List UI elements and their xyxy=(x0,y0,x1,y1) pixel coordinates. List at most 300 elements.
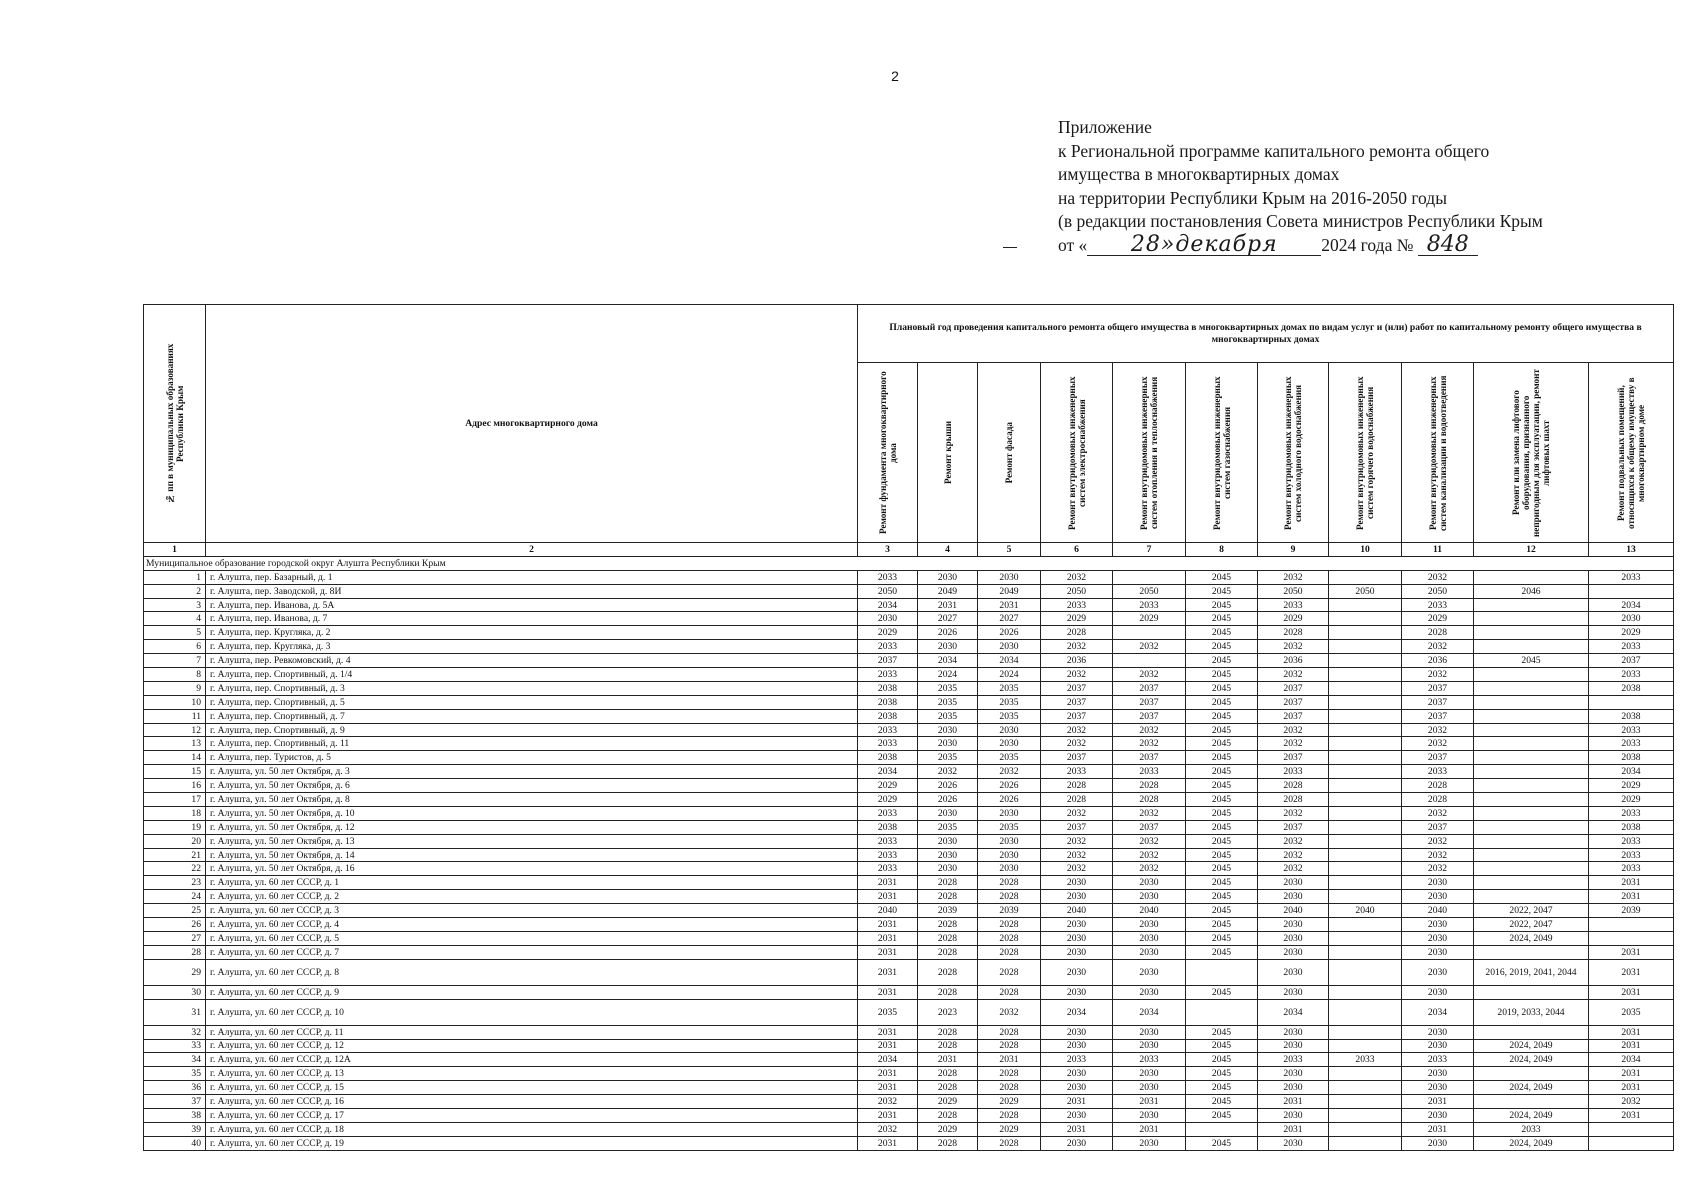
year-cell: 2034 xyxy=(1041,999,1113,1025)
year-cell: 2028 xyxy=(978,1025,1041,1039)
year-cell: 2030 xyxy=(978,737,1041,751)
year-cell: 2032 xyxy=(858,1122,918,1136)
year-cell: 2030 xyxy=(1041,1039,1113,1053)
year-cell: 2033 xyxy=(1589,848,1674,862)
year-cell: 2038 xyxy=(858,709,918,723)
year-cell: 2031 xyxy=(1113,1095,1186,1109)
year-cell: 2028 xyxy=(918,1025,978,1039)
year-cell: 2027 xyxy=(978,612,1041,626)
year-cell: 2028 xyxy=(918,1067,978,1081)
year-cell: 2050 xyxy=(1402,584,1474,598)
year-cell: 2045 xyxy=(1186,695,1258,709)
year-cell: 2029 xyxy=(858,779,918,793)
row-number: 25 xyxy=(144,904,206,918)
year-cell: 2045 xyxy=(1186,1081,1258,1095)
year-cell: 2037 xyxy=(1113,709,1186,723)
year-cell: 2045 xyxy=(1186,668,1258,682)
year-cell: 2032 xyxy=(1113,737,1186,751)
year-cell: 2033 xyxy=(1402,765,1474,779)
year-cell: 2030 xyxy=(1113,918,1186,932)
year-cell: 2045 xyxy=(1186,931,1258,945)
year-cell xyxy=(1329,695,1402,709)
year-cell: 2028 xyxy=(978,931,1041,945)
year-cell: 2026 xyxy=(978,626,1041,640)
work-header: Ремонт фундамента многоквартирного дома xyxy=(858,363,918,543)
year-cell: 2032 xyxy=(1258,848,1329,862)
year-cell: 2028 xyxy=(978,918,1041,932)
year-cell: 2035 xyxy=(918,709,978,723)
row-number: 18 xyxy=(144,806,206,820)
table-row xyxy=(144,751,1674,765)
year-cell: 2031 xyxy=(858,985,918,999)
year-cell xyxy=(1474,765,1589,779)
table-row xyxy=(144,584,1674,598)
year-cell xyxy=(1329,876,1402,890)
year-cell: 2037 xyxy=(1258,681,1329,695)
table-row xyxy=(144,890,1674,904)
year-cell: 2030 xyxy=(1258,945,1329,959)
row-number: 27 xyxy=(144,931,206,945)
year-cell: 2032 xyxy=(978,999,1041,1025)
year-cell xyxy=(1589,931,1674,945)
table-row xyxy=(144,1025,1674,1039)
year-cell: 2030 xyxy=(1041,876,1113,890)
row-number: 24 xyxy=(144,890,206,904)
table-row xyxy=(144,1039,1674,1053)
table-row xyxy=(144,931,1674,945)
year-cell: 2016, 2019, 2041, 2044 xyxy=(1474,959,1589,985)
year-cell: 2032 xyxy=(1258,862,1329,876)
row-number: 5 xyxy=(144,626,206,640)
year-cell: 2033 xyxy=(1402,1053,1474,1067)
year-cell: 2030 xyxy=(1113,931,1186,945)
year-cell xyxy=(1329,1039,1402,1053)
year-cell: 2030 xyxy=(1113,1136,1186,1150)
year-cell: 2033 xyxy=(1589,862,1674,876)
address-cell: г. Алушта, пер. Спортивный, д. 3 xyxy=(206,681,858,695)
year-cell: 2031 xyxy=(1589,985,1674,999)
year-cell: 2045 xyxy=(1186,681,1258,695)
year-cell: 2028 xyxy=(918,1108,978,1122)
year-cell: 2031 xyxy=(858,1067,918,1081)
year-cell: 2034 xyxy=(1589,1053,1674,1067)
year-cell: 2030 xyxy=(918,848,978,862)
year-cell: 2034 xyxy=(918,654,978,668)
year-cell: 2037 xyxy=(1258,820,1329,834)
table-row xyxy=(144,723,1674,737)
year-cell: 2029 xyxy=(918,1095,978,1109)
row-number: 13 xyxy=(144,737,206,751)
year-cell: 2030 xyxy=(1402,945,1474,959)
year-cell: 2045 xyxy=(1186,820,1258,834)
year-cell: 2028 xyxy=(918,959,978,985)
year-cell xyxy=(1589,1136,1674,1150)
table-row xyxy=(144,1108,1674,1122)
year-cell: 2035 xyxy=(918,681,978,695)
year-cell: 2028 xyxy=(1113,779,1186,793)
year-cell: 2031 xyxy=(858,959,918,985)
year-cell: 2030 xyxy=(1113,945,1186,959)
column-number: 1 xyxy=(144,543,206,557)
table-row xyxy=(144,1053,1674,1067)
table-row xyxy=(144,765,1674,779)
year-cell: 2031 xyxy=(858,1025,918,1039)
year-cell xyxy=(1113,570,1186,584)
column-number: 7 xyxy=(1113,543,1186,557)
year-cell: 2037 xyxy=(1402,820,1474,834)
year-cell: 2032 xyxy=(1113,834,1186,848)
column-number: 2 xyxy=(206,543,858,557)
year-cell xyxy=(1329,723,1402,737)
year-cell: 2031 xyxy=(1402,1122,1474,1136)
year-cell: 2032 xyxy=(858,1095,918,1109)
year-cell: 2045 xyxy=(1186,1053,1258,1067)
year-cell: 2029 xyxy=(978,1122,1041,1136)
address-cell: г. Алушта, ул. 60 лет СССР, д. 12А xyxy=(206,1053,858,1067)
address-cell: г. Алушта, пер. Туристов, д. 5 xyxy=(206,751,858,765)
year-cell: 2030 xyxy=(1113,876,1186,890)
column-number: 5 xyxy=(978,543,1041,557)
address-cell: г. Алушта, ул. 50 лет Октября, д. 12 xyxy=(206,820,858,834)
year-cell: 2030 xyxy=(1041,959,1113,985)
year-cell xyxy=(1329,806,1402,820)
year-cell: 2028 xyxy=(918,876,978,890)
table-row xyxy=(144,918,1674,932)
year-cell xyxy=(1329,890,1402,904)
year-cell: 2031 xyxy=(918,598,978,612)
table-row xyxy=(144,985,1674,999)
column-number: 3 xyxy=(858,543,918,557)
table-row xyxy=(144,1122,1674,1136)
year-cell: 2038 xyxy=(858,820,918,834)
work-header: Ремонт фасада xyxy=(978,363,1041,543)
year-cell: 2030 xyxy=(1402,890,1474,904)
year-cell: 2038 xyxy=(1589,681,1674,695)
year-cell xyxy=(1474,640,1589,654)
row-number: 2 xyxy=(144,584,206,598)
appendix-line-1: Приложение xyxy=(1058,117,1152,137)
address-cell: г. Алушта, ул. 60 лет СССР, д. 9 xyxy=(206,985,858,999)
year-cell: 2032 xyxy=(1258,737,1329,751)
year-cell xyxy=(1589,584,1674,598)
year-cell: 2028 xyxy=(978,1067,1041,1081)
year-cell: 2033 xyxy=(1113,1053,1186,1067)
year-cell xyxy=(1113,626,1186,640)
year-cell: 2030 xyxy=(978,723,1041,737)
year-cell: 2030 xyxy=(978,806,1041,820)
year-cell: 2028 xyxy=(978,1136,1041,1150)
year-cell: 2033 xyxy=(858,640,918,654)
year-cell xyxy=(1474,709,1589,723)
year-cell: 2032 xyxy=(1258,668,1329,682)
table-row xyxy=(144,779,1674,793)
year-cell xyxy=(1186,999,1258,1025)
row-number: 31 xyxy=(144,999,206,1025)
year-cell: 2028 xyxy=(1113,793,1186,807)
year-cell: 2030 xyxy=(978,848,1041,862)
year-cell: 2034 xyxy=(858,598,918,612)
row-number: 6 xyxy=(144,640,206,654)
row-number: 17 xyxy=(144,793,206,807)
year-cell: 2033 xyxy=(1041,598,1113,612)
year-cell xyxy=(1474,806,1589,820)
year-cell xyxy=(1329,1025,1402,1039)
year-cell: 2040 xyxy=(858,904,918,918)
year-cell: 2030 xyxy=(1113,1067,1186,1081)
year-cell: 2028 xyxy=(1258,793,1329,807)
year-cell: 2030 xyxy=(858,612,918,626)
year-cell: 2024, 2049 xyxy=(1474,1081,1589,1095)
year-cell: 2024, 2049 xyxy=(1474,1039,1589,1053)
address-cell: г. Алушта, ул. 60 лет СССР, д. 10 xyxy=(206,999,858,1025)
row-number: 26 xyxy=(144,918,206,932)
year-cell: 2032 xyxy=(978,765,1041,779)
year-cell: 2037 xyxy=(1113,751,1186,765)
year-cell: 2032 xyxy=(1258,640,1329,654)
row-number: 16 xyxy=(144,779,206,793)
year-cell: 2037 xyxy=(1041,820,1113,834)
table-row xyxy=(144,1095,1674,1109)
row-number: 23 xyxy=(144,876,206,890)
column-number: 9 xyxy=(1258,543,1329,557)
year-cell: 2032 xyxy=(1113,862,1186,876)
year-cell: 2037 xyxy=(1041,709,1113,723)
year-cell: 2038 xyxy=(858,681,918,695)
year-cell xyxy=(1474,945,1589,959)
year-cell: 2034 xyxy=(1402,999,1474,1025)
year-cell: 2033 xyxy=(1589,723,1674,737)
year-cell xyxy=(1329,640,1402,654)
year-cell: 2030 xyxy=(1258,1108,1329,1122)
year-cell xyxy=(1329,918,1402,932)
year-cell: 2019, 2033, 2044 xyxy=(1474,999,1589,1025)
year-cell: 2039 xyxy=(978,904,1041,918)
table-row xyxy=(144,848,1674,862)
address-cell: г. Алушта, ул. 60 лет СССР, д. 17 xyxy=(206,1108,858,1122)
address-cell: г. Алушта, ул. 60 лет СССР, д. 13 xyxy=(206,1067,858,1081)
year-cell xyxy=(1329,793,1402,807)
year-cell: 2032 xyxy=(1041,806,1113,820)
year-cell: 2038 xyxy=(1589,820,1674,834)
year-cell: 2028 xyxy=(978,890,1041,904)
year-cell: 2045 xyxy=(1186,765,1258,779)
year-cell: 2031 xyxy=(858,931,918,945)
year-cell: 2030 xyxy=(1589,612,1674,626)
year-cell: 2050 xyxy=(858,584,918,598)
year-cell xyxy=(1329,1108,1402,1122)
year-cell: 2022, 2047 xyxy=(1474,918,1589,932)
year-cell: 2035 xyxy=(918,751,978,765)
table-row xyxy=(144,668,1674,682)
address-cell: г. Алушта, ул. 50 лет Октября, д. 16 xyxy=(206,862,858,876)
year-cell: 2030 xyxy=(1402,1039,1474,1053)
year-cell xyxy=(1474,834,1589,848)
year-cell: 2033 xyxy=(1474,1122,1589,1136)
year-cell: 2026 xyxy=(978,793,1041,807)
table-row xyxy=(144,820,1674,834)
year-cell: 2045 xyxy=(1186,751,1258,765)
year-cell: 2028 xyxy=(918,945,978,959)
year-cell: 2030 xyxy=(1402,1108,1474,1122)
year-cell: 2034 xyxy=(1113,999,1186,1025)
table-row xyxy=(144,626,1674,640)
year-cell: 2035 xyxy=(978,820,1041,834)
year-cell: 2030 xyxy=(1258,890,1329,904)
year-cell: 2028 xyxy=(978,985,1041,999)
year-cell: 2029 xyxy=(1113,612,1186,626)
year-cell: 2032 xyxy=(1402,806,1474,820)
year-cell: 2045 xyxy=(1186,654,1258,668)
year-cell: 2032 xyxy=(1113,806,1186,820)
year-cell xyxy=(1329,681,1402,695)
year-cell: 2030 xyxy=(1113,890,1186,904)
year-cell: 2034 xyxy=(858,765,918,779)
appendix-line-2: к Региональной программе капитального ремонта общего xyxy=(1058,140,1490,161)
year-cell: 2030 xyxy=(1041,918,1113,932)
year-cell: 2030 xyxy=(1041,1136,1113,1150)
year-cell xyxy=(1474,751,1589,765)
year-cell: 2045 xyxy=(1186,945,1258,959)
year-cell: 2033 xyxy=(858,737,918,751)
year-cell: 2030 xyxy=(1113,1039,1186,1053)
year-cell: 2045 xyxy=(1186,985,1258,999)
year-cell: 2029 xyxy=(978,1095,1041,1109)
year-cell: 2033 xyxy=(1589,640,1674,654)
year-cell: 2036 xyxy=(1258,654,1329,668)
year-cell: 2045 xyxy=(1186,584,1258,598)
year-cell: 2045 xyxy=(1186,709,1258,723)
address-cell: г. Алушта, ул. 50 лет Октября, д. 8 xyxy=(206,793,858,807)
column-number-row xyxy=(144,543,1674,557)
year-cell: 2031 xyxy=(1589,1025,1674,1039)
year-cell: 2031 xyxy=(1041,1122,1113,1136)
year-cell: 2040 xyxy=(1402,904,1474,918)
year-cell: 2040 xyxy=(1041,904,1113,918)
row-number: 36 xyxy=(144,1081,206,1095)
year-cell: 2028 xyxy=(978,945,1041,959)
work-header: Ремонт внутридомовых инженерных систем электроснабжения xyxy=(1041,363,1113,543)
year-cell: 2030 xyxy=(1258,918,1329,932)
year-cell: 2038 xyxy=(1589,751,1674,765)
year-cell xyxy=(1186,1122,1258,1136)
year-cell: 2031 xyxy=(858,1136,918,1150)
address-cell: г. Алушта, пер. Ревкомовский, д. 4 xyxy=(206,654,858,668)
year-cell: 2026 xyxy=(978,779,1041,793)
year-cell: 2033 xyxy=(858,834,918,848)
row-number: 29 xyxy=(144,959,206,985)
year-cell: 2024, 2049 xyxy=(1474,1108,1589,1122)
year-cell: 2040 xyxy=(1258,904,1329,918)
year-cell: 2031 xyxy=(1041,1095,1113,1109)
address-cell: г. Алушта, пер. Спортивный, д. 7 xyxy=(206,709,858,723)
year-cell: 2045 xyxy=(1186,1067,1258,1081)
year-cell: 2022, 2047 xyxy=(1474,904,1589,918)
year-cell xyxy=(1329,654,1402,668)
address-cell: г. Алушта, пер. Иванова, д. 5А xyxy=(206,598,858,612)
year-cell: 2045 xyxy=(1186,612,1258,626)
year-cell xyxy=(1474,598,1589,612)
row-number: 11 xyxy=(144,709,206,723)
year-cell xyxy=(1113,654,1186,668)
year-cell: 2033 xyxy=(858,848,918,862)
year-cell: 2030 xyxy=(1041,1067,1113,1081)
year-cell: 2028 xyxy=(918,1081,978,1095)
year-cell xyxy=(1329,985,1402,999)
column-number: 4 xyxy=(918,543,978,557)
year-cell: 2050 xyxy=(1258,584,1329,598)
year-cell: 2024, 2049 xyxy=(1474,931,1589,945)
year-cell: 2029 xyxy=(1589,793,1674,807)
table-row xyxy=(144,1081,1674,1095)
table-row xyxy=(144,709,1674,723)
year-cell: 2033 xyxy=(1041,765,1113,779)
year-cell xyxy=(1474,848,1589,862)
year-cell: 2032 xyxy=(1041,862,1113,876)
table-row xyxy=(144,654,1674,668)
year-cell: 2045 xyxy=(1186,793,1258,807)
row-number: 21 xyxy=(144,848,206,862)
year-cell: 2032 xyxy=(1113,668,1186,682)
year-cell: 2033 xyxy=(1258,598,1329,612)
year-cell: 2029 xyxy=(1402,612,1474,626)
year-cell xyxy=(1474,876,1589,890)
year-cell: 2032 xyxy=(1402,570,1474,584)
year-cell: 2033 xyxy=(858,668,918,682)
year-cell: 2030 xyxy=(1402,931,1474,945)
year-cell: 2035 xyxy=(978,751,1041,765)
year-cell: 2030 xyxy=(918,834,978,848)
year-cell: 2030 xyxy=(1113,985,1186,999)
year-cell: 2030 xyxy=(1402,876,1474,890)
year-cell: 2029 xyxy=(1589,779,1674,793)
section-title: Муниципальное образование городской округ Алушта Республики Крым xyxy=(144,556,1674,570)
work-header: Ремонт крыши xyxy=(918,363,978,543)
address-cell: г. Алушта, ул. 50 лет Октября, д. 10 xyxy=(206,806,858,820)
year-cell: 2033 xyxy=(1113,765,1186,779)
address-cell: г. Алушта, ул. 50 лет Октября, д. 14 xyxy=(206,848,858,862)
year-cell: 2030 xyxy=(1041,931,1113,945)
year-cell: 2030 xyxy=(1041,1025,1113,1039)
year-cell: 2030 xyxy=(1258,1081,1329,1095)
year-cell: 2033 xyxy=(858,806,918,820)
appendix-line-3: имущества в многоквартирных домах xyxy=(1058,164,1340,184)
year-cell: 2045 xyxy=(1186,890,1258,904)
year-cell: 2045 xyxy=(1186,862,1258,876)
year-cell: 2045 xyxy=(1186,848,1258,862)
year-cell xyxy=(1474,668,1589,682)
year-cell xyxy=(1474,723,1589,737)
year-cell: 2035 xyxy=(978,681,1041,695)
year-cell: 2050 xyxy=(1329,584,1402,598)
address-cell: г. Алушта, ул. 60 лет СССР, д. 12 xyxy=(206,1039,858,1053)
year-cell: 2035 xyxy=(978,695,1041,709)
year-cell: 2035 xyxy=(918,820,978,834)
year-cell: 2037 xyxy=(1113,695,1186,709)
row-number: 34 xyxy=(144,1053,206,1067)
year-cell xyxy=(1329,765,1402,779)
table-row xyxy=(144,862,1674,876)
year-cell: 2039 xyxy=(1589,904,1674,918)
work-header: Ремонт внутридомовых инженерных систем горячего водоснабжения xyxy=(1329,363,1402,543)
year-cell: 2032 xyxy=(1041,737,1113,751)
address-cell: г. Алушта, ул. 60 лет СССР, д. 16 xyxy=(206,1095,858,1109)
row-number: 1 xyxy=(144,570,206,584)
year-cell: 2031 xyxy=(858,876,918,890)
row-number: 32 xyxy=(144,1025,206,1039)
row-number: 14 xyxy=(144,751,206,765)
year-cell xyxy=(1329,999,1402,1025)
year-cell: 2030 xyxy=(1402,1067,1474,1081)
